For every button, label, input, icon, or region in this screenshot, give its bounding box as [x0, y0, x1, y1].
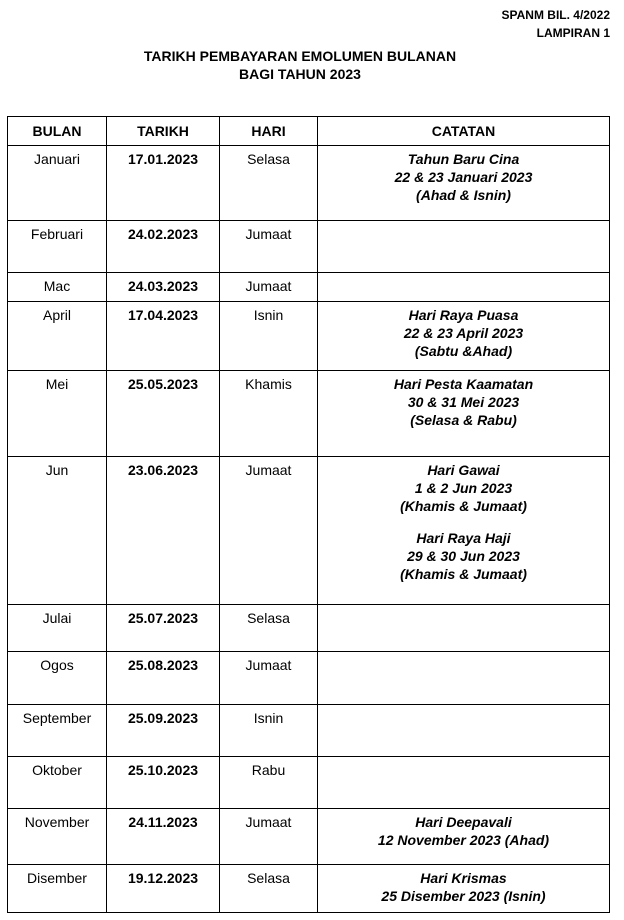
cell-catatan: [318, 221, 610, 273]
cell-tarikh: 25.10.2023: [107, 757, 220, 809]
note-line: Hari Raya Haji: [416, 530, 511, 546]
document-reference: [502, 6, 610, 42]
table-row: [8, 809, 610, 865]
column-header-tarikh: TARIKH: [107, 117, 220, 146]
cell-tarikh: 25.05.2023: [107, 371, 220, 457]
note-line: Hari Krismas: [420, 870, 507, 886]
cell-bulan: September: [8, 705, 107, 757]
table-row: [8, 273, 610, 302]
document-title: [0, 47, 600, 83]
column-header-hari: HARI: [220, 117, 318, 146]
note-line: Hari Deepavali: [415, 814, 512, 830]
cell-hari: Isnin: [220, 705, 318, 757]
cell-tarikh: 17.04.2023: [107, 302, 220, 371]
table-row: [8, 705, 610, 757]
cell-bulan: November: [8, 809, 107, 865]
cell-catatan: [318, 605, 610, 652]
note-line: 22 & 23 April 2023: [403, 325, 524, 341]
cell-bulan: Februari: [8, 221, 107, 273]
note-line: 12 November 2023 (Ahad): [377, 832, 550, 848]
table-row: [8, 865, 610, 913]
note-line: (Ahad & Isnin): [416, 187, 511, 203]
cell-tarikh: 25.08.2023: [107, 652, 220, 705]
cell-tarikh: 25.07.2023: [107, 605, 220, 652]
cell-catatan: [318, 302, 610, 371]
table-row: [8, 605, 610, 652]
payment-schedule-table: [7, 116, 610, 913]
cell-bulan: Julai: [8, 605, 107, 652]
cell-hari: Selasa: [220, 146, 318, 221]
note-line: (Khamis & Jumaat): [400, 566, 527, 582]
cell-bulan: April: [8, 302, 107, 371]
cell-tarikh: 24.03.2023: [107, 273, 220, 302]
table-header-row: [8, 117, 610, 146]
cell-tarikh: 24.11.2023: [107, 809, 220, 865]
table-row: [8, 757, 610, 809]
note-line: 29 & 30 Jun 2023: [407, 548, 520, 564]
note-line: (Khamis & Jumaat): [400, 498, 527, 514]
table-row: [8, 371, 610, 457]
cell-catatan: [318, 705, 610, 757]
table-row: [8, 457, 610, 605]
cell-tarikh: 24.02.2023: [107, 221, 220, 273]
title-line-2: BAGI TAHUN 2023: [239, 66, 361, 82]
cell-catatan: [318, 273, 610, 302]
cell-bulan: Ogos: [8, 652, 107, 705]
note-spacer: [318, 515, 609, 529]
cell-catatan: [318, 457, 610, 605]
cell-bulan: Januari: [8, 146, 107, 221]
note-line: (Sabtu &Ahad): [414, 343, 513, 359]
note-line: Tahun Baru Cina: [407, 151, 520, 167]
cell-tarikh: 25.09.2023: [107, 705, 220, 757]
reference-number: SPANM BIL. 4/2022: [501, 8, 610, 22]
note-line: Hari Pesta Kaamatan: [393, 376, 534, 392]
cell-catatan: [318, 809, 610, 865]
cell-hari: Jumaat: [220, 809, 318, 865]
cell-hari: Jumaat: [220, 273, 318, 302]
table-row: [8, 302, 610, 371]
cell-hari: Selasa: [220, 865, 318, 913]
note-line: 25 Disember 2023 (Isnin): [381, 888, 546, 904]
cell-tarikh: 17.01.2023: [107, 146, 220, 221]
cell-bulan: Oktober: [8, 757, 107, 809]
note-line: 30 & 31 Mei 2023: [407, 394, 520, 410]
column-header-bulan: BULAN: [8, 117, 107, 146]
title-line-1: TARIKH PEMBAYARAN EMOLUMEN BULANAN: [143, 48, 457, 64]
cell-hari: Jumaat: [220, 221, 318, 273]
cell-hari: Jumaat: [220, 457, 318, 605]
cell-hari: Khamis: [220, 371, 318, 457]
note-line: Hari Raya Puasa: [408, 307, 519, 323]
table-row: [8, 221, 610, 273]
cell-hari: Jumaat: [220, 652, 318, 705]
cell-bulan: Jun: [8, 457, 107, 605]
cell-bulan: Disember: [8, 865, 107, 913]
table-row: [8, 146, 610, 221]
cell-tarikh: 19.12.2023: [107, 865, 220, 913]
note-line: (Selasa & Rabu): [410, 412, 517, 428]
cell-catatan: [318, 652, 610, 705]
attachment-label: LAMPIRAN 1: [536, 26, 610, 40]
cell-bulan: Mei: [8, 371, 107, 457]
column-header-catatan: CATATAN: [318, 117, 610, 146]
table-body: [8, 146, 610, 913]
table-row: [8, 652, 610, 705]
cell-hari: Selasa: [220, 605, 318, 652]
note-line: 22 & 23 Januari 2023: [394, 169, 533, 185]
note-line: 1 & 2 Jun 2023: [414, 480, 513, 496]
cell-catatan: [318, 146, 610, 221]
cell-hari: Rabu: [220, 757, 318, 809]
cell-catatan: [318, 865, 610, 913]
cell-catatan: [318, 371, 610, 457]
cell-hari: Isnin: [220, 302, 318, 371]
cell-bulan: Mac: [8, 273, 107, 302]
cell-tarikh: 23.06.2023: [107, 457, 220, 605]
note-line: Hari Gawai: [427, 462, 500, 478]
cell-catatan: [318, 757, 610, 809]
